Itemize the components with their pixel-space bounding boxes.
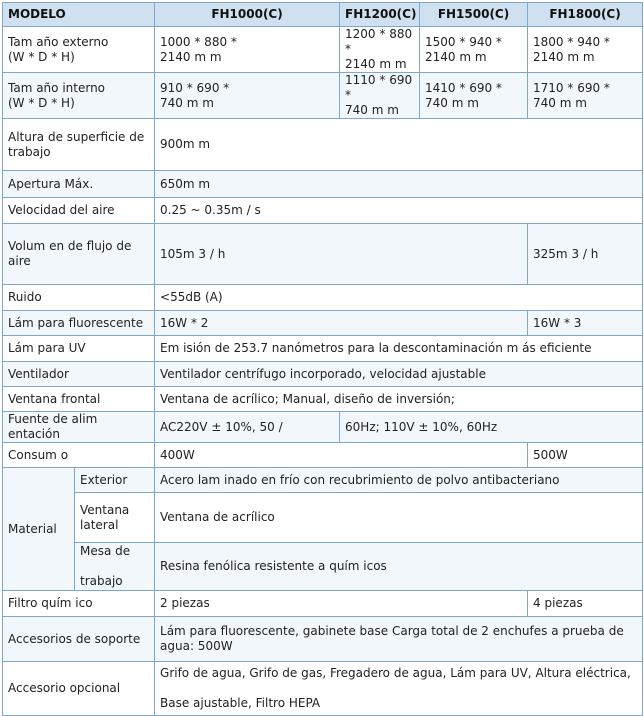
label-filtro: Filtro quím ico bbox=[3, 591, 155, 617]
value-ext-fh1500: 1500 * 940 * 2140 m m bbox=[420, 27, 528, 73]
value-fluorescente-b: 16W * 3 bbox=[528, 311, 643, 336]
header-fh1500: FH1500(C) bbox=[420, 3, 528, 27]
value-fuente-b: 60Hz; 110V ± 10%, 60Hz bbox=[340, 412, 643, 443]
row-ruido bbox=[3, 285, 643, 311]
value-uv: Em isión de 253.7 nanómetros para la descontaminación m ás eficiente bbox=[155, 336, 643, 362]
label-fluorescente: Lám para fluorescente bbox=[3, 311, 155, 336]
label-consumo: Consum o bbox=[3, 443, 155, 468]
value-int-fh1200: 1110 * 690 * 740 m m bbox=[340, 73, 420, 119]
value-int-fh1000: 910 * 690 * 740 m m bbox=[155, 73, 340, 119]
label-ventilador: Ventilador bbox=[3, 362, 155, 387]
label-material-mesa: Mesa de trabajo bbox=[75, 543, 155, 591]
label-tamano-externo: Tam año externo (W * D * H) bbox=[3, 27, 155, 73]
label-velocidad: Velocidad del aire bbox=[3, 198, 155, 224]
value-altura: 900m m bbox=[155, 119, 643, 171]
label-tamano-interno: Tam año interno (W * D * H) bbox=[3, 73, 155, 119]
value-velocidad: 0.25 ~ 0.35m / s bbox=[155, 198, 643, 224]
value-flujo-a: 105m 3 / h bbox=[155, 224, 528, 285]
value-ruido: <55dB (A) bbox=[155, 285, 643, 311]
value-flujo-b: 325m 3 / h bbox=[528, 224, 643, 285]
label-material: Material bbox=[3, 468, 75, 591]
row-tamano-externo bbox=[3, 27, 643, 73]
value-ventana-frontal: Ventana de acrílico; Manual, diseño de inversión; bbox=[155, 387, 643, 412]
value-ventilador: Ventilador centrífugo incorporado, velocidad ajustable bbox=[155, 362, 643, 387]
row-velocidad bbox=[3, 198, 643, 224]
value-int-fh1800: 1710 * 690 * 740 m m bbox=[528, 73, 643, 119]
row-soporte bbox=[3, 617, 643, 662]
label-flujo: Volum en de flujo de aire bbox=[3, 224, 155, 285]
value-fuente-a: AC220V ± 10%, 50 / bbox=[155, 412, 340, 443]
row-uv bbox=[3, 336, 643, 362]
row-opcional bbox=[3, 662, 643, 716]
row-material-lateral bbox=[3, 493, 643, 543]
spec-table bbox=[2, 2, 643, 716]
label-material-exterior: Exterior bbox=[75, 468, 155, 493]
label-altura: Altura de superficie de trabajo bbox=[3, 119, 155, 171]
value-ext-fh1800: 1800 * 940 * 2140 m m bbox=[528, 27, 643, 73]
value-ext-fh1200: 1200 * 880 * 2140 m m bbox=[340, 27, 420, 73]
label-opcional: Accesorio opcional bbox=[3, 662, 155, 716]
label-uv: Lám para UV bbox=[3, 336, 155, 362]
label-soporte: Accesorios de soporte bbox=[3, 617, 155, 662]
value-fluorescente-a: 16W * 2 bbox=[155, 311, 528, 336]
row-altura bbox=[3, 119, 643, 171]
value-material-mesa: Resina fenólica resistente a quím icos bbox=[155, 543, 643, 591]
header-fh1000: FH1000(C) bbox=[155, 3, 340, 27]
value-filtro-b: 4 piezas bbox=[528, 591, 643, 617]
value-int-fh1500: 1410 * 690 * 740 m m bbox=[420, 73, 528, 119]
value-apertura: 650m m bbox=[155, 171, 643, 198]
row-material-exterior bbox=[3, 468, 643, 493]
row-fuente bbox=[3, 412, 643, 443]
header-row bbox=[3, 3, 643, 27]
label-ventana-frontal: Ventana frontal bbox=[3, 387, 155, 412]
row-material-mesa bbox=[3, 543, 643, 591]
header-fh1200: FH1200(C) bbox=[340, 3, 420, 27]
row-ventilador bbox=[3, 362, 643, 387]
value-consumo-b: 500W bbox=[528, 443, 643, 468]
value-material-lateral: Ventana de acrílico bbox=[155, 493, 643, 543]
value-opcional: Grifo de agua, Grifo de gas, Fregadero de agua, Lám para UV, Altura eléctrica, Base ajustable, Filtro HEPA bbox=[155, 662, 643, 716]
label-fuente: Fuente de alim entación bbox=[3, 412, 155, 443]
row-filtro bbox=[3, 591, 643, 617]
label-ruido: Ruido bbox=[3, 285, 155, 311]
row-flujo bbox=[3, 224, 643, 285]
value-material-exterior: Acero lam inado en frío con recubrimiento de polvo antibacteriano bbox=[155, 468, 643, 493]
row-apertura bbox=[3, 171, 643, 198]
value-ext-fh1000: 1000 * 880 * 2140 m m bbox=[155, 27, 340, 73]
value-soporte: Lám para fluorescente, gabinete base Carga total de 2 enchufes a prueba de agua: 500W bbox=[155, 617, 643, 662]
header-modelo: MODELO bbox=[3, 3, 155, 27]
row-ventana-frontal bbox=[3, 387, 643, 412]
value-consumo-a: 400W bbox=[155, 443, 528, 468]
label-apertura: Apertura Máx. bbox=[3, 171, 155, 198]
label-material-lateral: Ventana lateral bbox=[75, 493, 155, 543]
value-filtro-a: 2 piezas bbox=[155, 591, 528, 617]
header-fh1800: FH1800(C) bbox=[528, 3, 643, 27]
row-tamano-interno bbox=[3, 73, 643, 119]
row-consumo bbox=[3, 443, 643, 468]
row-fluorescente bbox=[3, 311, 643, 336]
